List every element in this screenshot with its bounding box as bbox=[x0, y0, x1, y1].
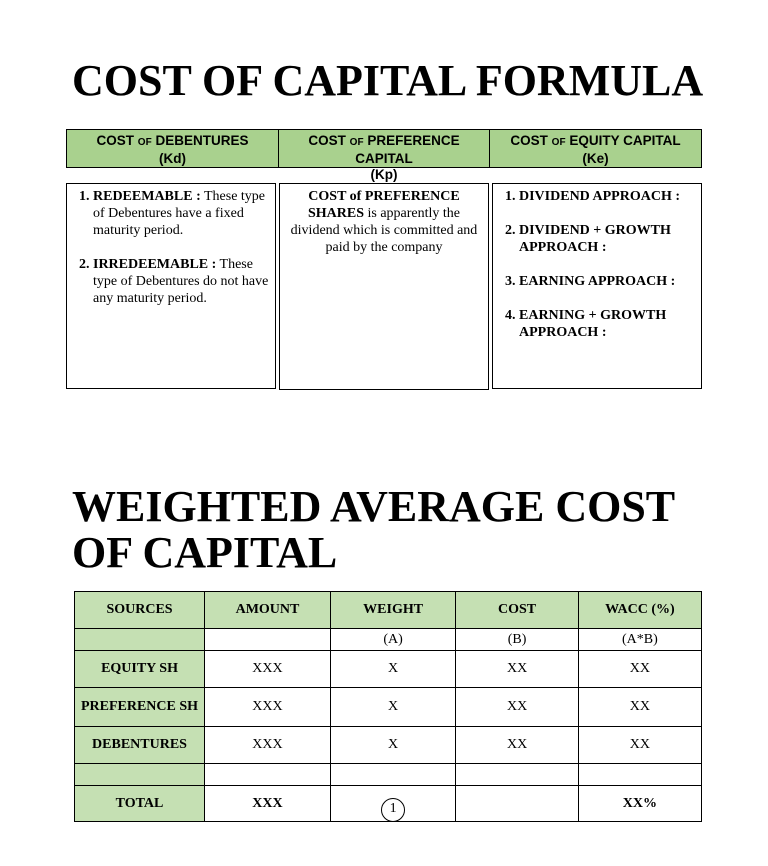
table-row bbox=[75, 727, 702, 764]
table-cell: XX bbox=[578, 651, 701, 688]
table-cell: XX bbox=[578, 727, 701, 764]
list-item bbox=[93, 188, 275, 239]
description: These type of Debentures do not have any maturity period. bbox=[93, 257, 269, 306]
term: IRREDEEMABLE : bbox=[93, 257, 217, 272]
table-row bbox=[75, 764, 702, 786]
table-cell: (A*B) bbox=[578, 629, 701, 651]
table-cell: X bbox=[330, 727, 455, 764]
header-name: DEBENTURES bbox=[155, 133, 249, 148]
debentures-box bbox=[66, 183, 276, 389]
table-cell bbox=[330, 786, 455, 822]
table-cell: XXX bbox=[205, 786, 331, 822]
table-cell: XX% bbox=[578, 786, 701, 822]
header-cost-word: COST bbox=[96, 133, 135, 148]
table-cell: XXX bbox=[205, 651, 331, 688]
column-header: WEIGHT bbox=[330, 592, 455, 629]
table-cell bbox=[205, 629, 331, 651]
header-name: EQUITY CAPITAL bbox=[569, 133, 681, 148]
preference-box bbox=[279, 183, 489, 390]
table-cell bbox=[75, 764, 205, 786]
table-cell: XXX bbox=[205, 727, 331, 764]
header-abbr: (Kd) bbox=[159, 151, 186, 166]
title-line: OF CAPITAL bbox=[72, 528, 338, 577]
list-item: 3. EARNING APPROACH : bbox=[519, 273, 701, 290]
header-abbr: (Kp) bbox=[370, 167, 398, 182]
list-item bbox=[93, 256, 275, 307]
table-cell bbox=[75, 629, 205, 651]
header-name: PREFERENCE CAPITAL bbox=[355, 133, 460, 166]
column-header: SOURCES bbox=[75, 592, 205, 629]
header-of-word: OF bbox=[349, 137, 364, 148]
table-cell bbox=[456, 764, 579, 786]
list-item: 2. DIVIDEND + GROWTH APPROACH : bbox=[519, 222, 701, 256]
column-header: COST bbox=[456, 592, 579, 629]
table-cell: XX bbox=[578, 688, 701, 727]
table-cell bbox=[456, 786, 579, 822]
total-row bbox=[75, 786, 702, 822]
equity-box bbox=[492, 183, 702, 389]
table-cell: XXX bbox=[205, 688, 331, 727]
table-cell: XX bbox=[456, 727, 579, 764]
circled-total-weight: 1 bbox=[381, 798, 405, 822]
page-title: COST OF CAPITAL FORMULA bbox=[72, 56, 704, 105]
header-of-word: OF bbox=[551, 137, 566, 148]
header-cost-word: COST bbox=[510, 133, 548, 148]
list-item: 4. EARNING + GROWTH APPROACH : bbox=[519, 307, 701, 341]
wacc-table bbox=[74, 591, 702, 822]
table-header-row bbox=[75, 592, 702, 629]
list-item: 1. DIVIDEND APPROACH : bbox=[519, 188, 701, 205]
description: These type of Debentures have a fixed maturity period. bbox=[93, 189, 266, 238]
table-cell: (A) bbox=[330, 629, 455, 651]
table-cell: PREFERENCE SH bbox=[75, 688, 205, 727]
header-equity bbox=[489, 129, 702, 168]
table-row bbox=[75, 688, 702, 727]
title-line: WEIGHTED AVERAGE COST bbox=[72, 482, 676, 531]
table-cell: X bbox=[330, 688, 455, 727]
table-cell bbox=[578, 764, 701, 786]
header-of-word: OF bbox=[137, 137, 152, 148]
table-cell bbox=[330, 764, 455, 786]
table-cell: (B) bbox=[456, 629, 579, 651]
table-cell bbox=[205, 764, 331, 786]
description: is apparently the dividend which is committed and paid by the company bbox=[290, 206, 478, 255]
column-header: WACC (%) bbox=[578, 592, 701, 629]
header-preference bbox=[278, 129, 490, 182]
table-cell: XX bbox=[456, 651, 579, 688]
table-cell: X bbox=[330, 651, 455, 688]
table-cell: TOTAL bbox=[75, 786, 205, 822]
header-abbr: (Ke) bbox=[582, 151, 609, 166]
table-cell: XX bbox=[456, 688, 579, 727]
table-cell: EQUITY SH bbox=[75, 651, 205, 688]
header-debentures bbox=[66, 129, 279, 168]
column-header: AMOUNT bbox=[205, 592, 331, 629]
table-cell: DEBENTURES bbox=[75, 727, 205, 764]
header-cost-word: COST bbox=[308, 133, 346, 148]
table-row bbox=[75, 629, 702, 651]
term: COST of PREFERENCE SHARES bbox=[307, 189, 460, 221]
table-row bbox=[75, 651, 702, 688]
term: REDEEMABLE : bbox=[93, 189, 201, 204]
section-title bbox=[72, 484, 675, 576]
